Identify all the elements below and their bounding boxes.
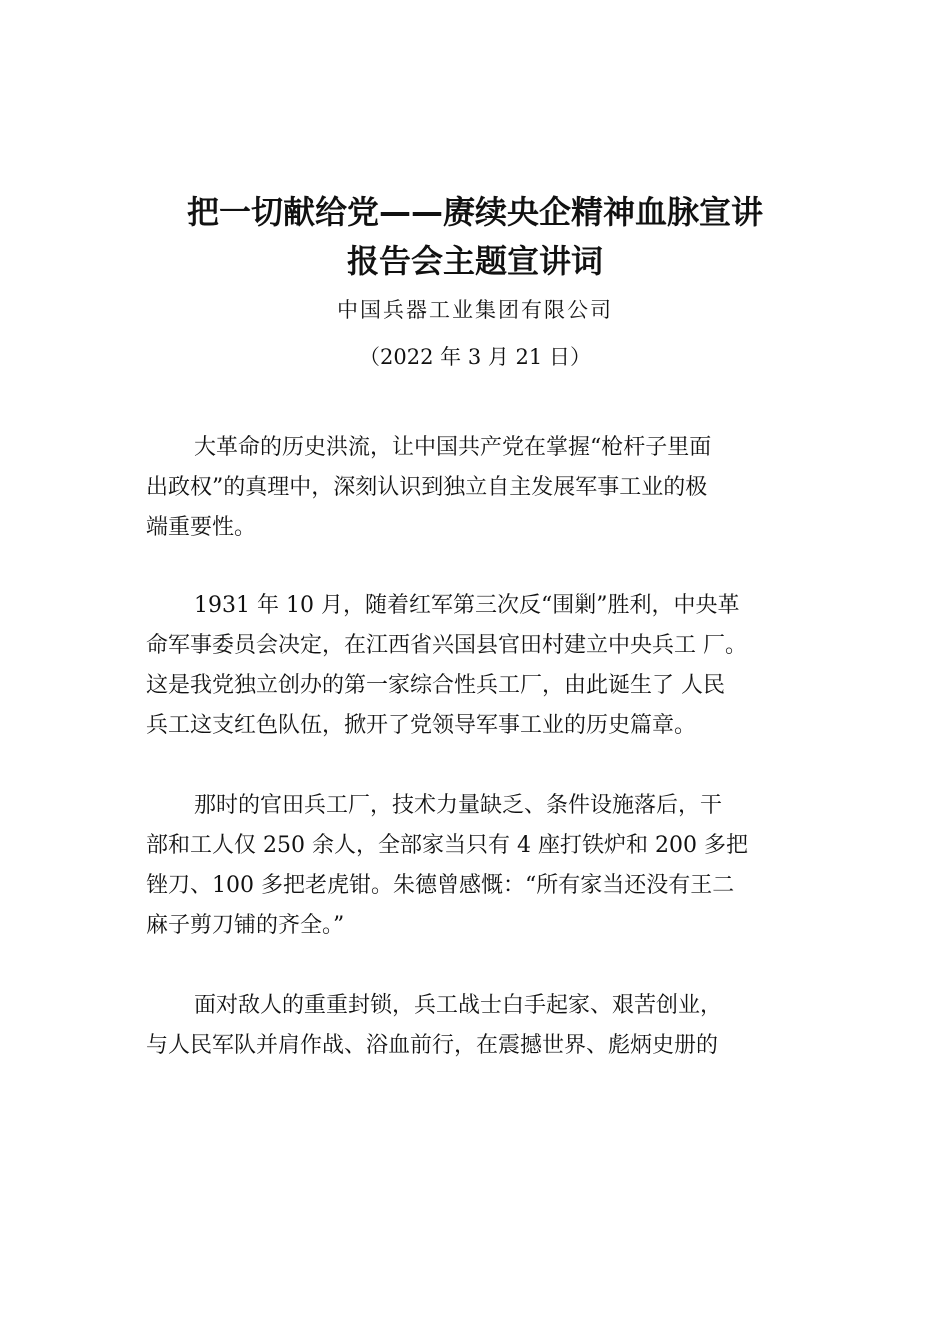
paragraph-line: 1931 年 10 月，随着红军第三次反“围剿”胜利，中央革 (194, 593, 740, 618)
paragraph-line: 端重要性。 (146, 515, 257, 540)
paragraph-line: 兵工这支红色队伍，掀开了党领导军事工业的历史篇章。 (146, 713, 697, 738)
paragraph-3 (146, 786, 836, 946)
paragraph-2 (146, 586, 836, 746)
paragraph-line: 那时的官田兵工厂，技术力量缺乏、条件设施落后，干 (194, 793, 723, 818)
document-title-line-1: 把一切献给党——赓续央企精神血脉宣讲 (186, 193, 763, 231)
document-title-line-2: 报告会主题宣讲词 (346, 242, 603, 280)
paragraph-line: 命军事委员会决定，在江西省兴国县官田村建立中央兵工 厂。 (146, 633, 747, 658)
paragraph-line: 麻子剪刀铺的齐全。” (146, 913, 345, 938)
paragraph-line: 出政权”的真理中，深刻认识到独立自主发展军事工业的极 (146, 475, 708, 500)
paragraph-4 (146, 986, 836, 1066)
paragraph-line: 锉刀、100 多把老虎钳。朱德曾感慨：“所有家当还没有王二 (146, 873, 735, 898)
paragraph-line: 这是我党独立创办的第一家综合性兵工厂，由此诞生了 人民 (146, 673, 725, 698)
paragraph-line: 与人民军队并肩作战、浴血前行，在震撼世界、彪炳史册的 (146, 1033, 719, 1058)
paragraph-1 (146, 428, 836, 548)
organization-name: 中国兵器工业集团有限公司 (337, 298, 613, 322)
paragraph-line: 面对敌人的重重封锁，兵工战士白手起家、艰苦创业， (194, 993, 723, 1018)
paragraph-line: 大革命的历史洪流，让中国共产党在掌握“枪杆子里面 (194, 435, 712, 460)
document-date: （2022 年 3 月 21 日） (359, 345, 591, 369)
paragraph-line: 部和工人仅 250 余人，全部家当只有 4 座打铁炉和 200 多把 (146, 833, 748, 858)
